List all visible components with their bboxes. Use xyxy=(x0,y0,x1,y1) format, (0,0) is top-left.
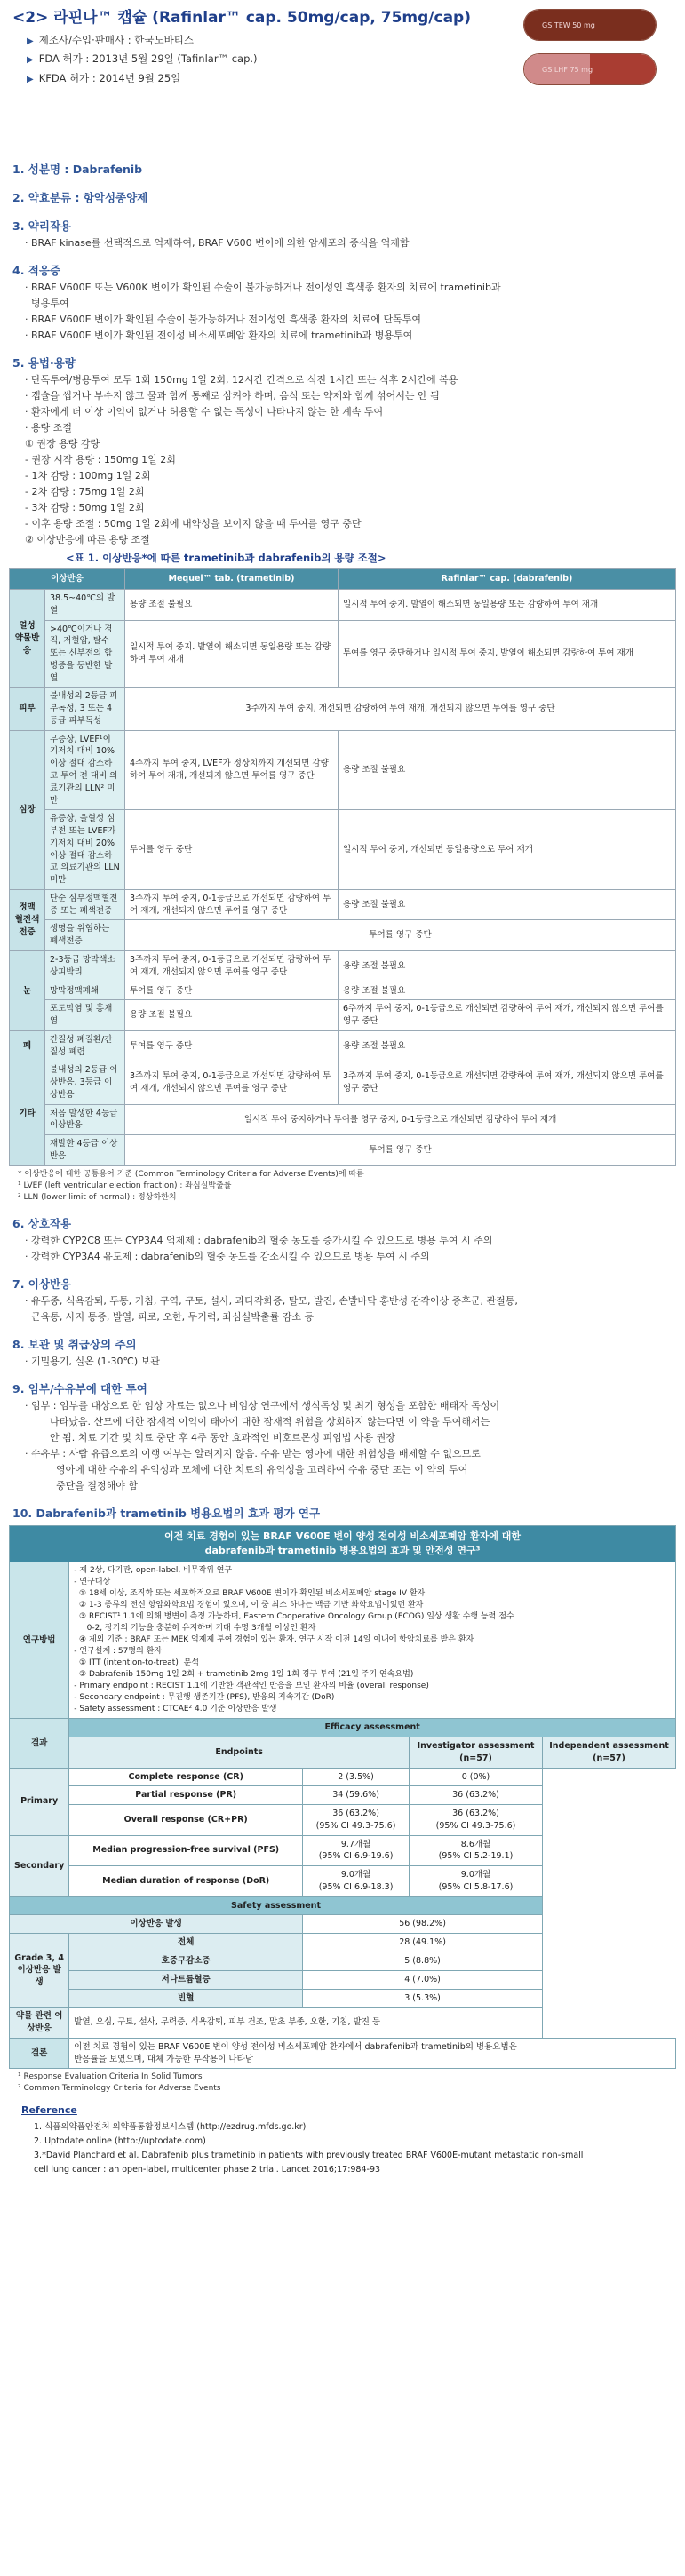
table1-row xyxy=(10,1030,676,1061)
independent-value: 9.0개월 (95% CI 5.8-17.6) xyxy=(410,1866,543,1897)
table1-category: 피부 xyxy=(10,688,45,730)
capsule-75mg-image xyxy=(523,53,657,85)
note-line: ¹ Response Evaluation Criteria In Solid Tumors xyxy=(18,2072,203,2082)
efficacy-row xyxy=(10,1805,676,1836)
table1-trametinib-cell: 투여를 영구 중단 xyxy=(125,1030,339,1061)
drug-title: <2> 라핀나™ 캡슐 (Rafinlar™ cap. 50mg/cap, 75mg/cap) xyxy=(12,9,471,27)
study-title-line: 이전 치료 경험이 있는 BRAF V600E 변이 양성 전이성 비소세포폐암 환자에 대한 xyxy=(164,1530,521,1542)
reference-item: 1. 식품의약품안전처 의약품통합정보시스템 (http://ezdrug.mfds.go.kr) xyxy=(34,2122,307,2133)
grade34-value: 5 (8.8%) xyxy=(303,1952,543,1970)
primary-label: Primary xyxy=(10,1768,69,1835)
table1-dabrafenib-cell: 용량 조절 불필요 xyxy=(339,1030,676,1061)
note-line: ¹ LVEF (left ventricular ejection fraction) : 좌심실박출률 xyxy=(18,1181,232,1190)
study-notes xyxy=(18,2071,676,2095)
table1-dabrafenib-cell: 3주까지 투여 중지, 0-1등급으로 개선되면 감량하여 투여 재개, 개선되지 않으면 투여를 영구 중단 xyxy=(339,1061,676,1104)
method-line: - 연구대상 xyxy=(74,1577,111,1586)
capsule-imprint: GS LHF 75 mg xyxy=(542,66,593,74)
section-title: 4. 적응증 xyxy=(12,264,61,278)
table1-header: Mequel™ tab. (trametinib) xyxy=(125,569,339,590)
table1-adverse-event: 포도막염 및 홍채염 xyxy=(45,1000,125,1031)
table1-adverse-event: 불내성의 2등급 피부독성, 3 또는 4등급 피부독성 xyxy=(45,688,125,730)
section-body xyxy=(25,236,676,250)
table1-row xyxy=(10,1061,676,1104)
table1-adverse-event: 유증상, 울혈성 심부전 또는 LVEF가 기저치 대비 20% 이상 절대 감소하고 의료기관의 LLN 미만 xyxy=(45,810,125,890)
endpoint-name: Median progression-free survival (PFS) xyxy=(69,1835,303,1866)
table1-trametinib-cell: 일시적 투여 중지. 발열이 해소되면 동일용량 또는 감량하여 투여 재개 xyxy=(125,620,339,688)
capsule-50mg-image xyxy=(523,9,657,41)
table1-both-cell: 투여를 영구 중단 xyxy=(125,1135,676,1166)
section-line: 영아에 대한 수유의 유익성과 모체에 대한 치료의 유익성을 고려하여 수유 중단 또는 이 약의 투여 xyxy=(25,1463,468,1475)
grade34-name: 전체 xyxy=(69,1934,303,1952)
table1-adverse-event: 간질성 폐질환/간질성 폐렴 xyxy=(45,1030,125,1061)
table1-dabrafenib-cell: 6주까지 투여 중지, 0-1등급으로 개선되면 감량하여 투여 재개, 개선되지 않으면 투여를 영구 중단 xyxy=(339,1000,676,1031)
endpoint-name: Overall response (CR+PR) xyxy=(69,1805,303,1836)
dose-adjustment-table xyxy=(9,568,676,1165)
grade34-name: 빈혈 xyxy=(69,1989,303,2008)
section-body xyxy=(25,437,676,547)
capsule-images xyxy=(523,9,664,98)
section-line: · 환자에게 더 이상 이익이 없거나 허용할 수 없는 독성이 나타나지 않는 한 계속 투여 xyxy=(25,406,384,418)
triangle-icon: ▶ xyxy=(27,55,34,66)
section xyxy=(9,162,676,178)
table1-category: 심장 xyxy=(10,730,45,889)
table1-row xyxy=(10,950,676,982)
investigator-value: 34 (59.6%) xyxy=(303,1786,410,1805)
table1-trametinib-cell: 3주까지 투여 중지, 0-1등급으로 개선되면 감량하여 투여 재개, 개선되지 않으면 투여를 영구 중단 xyxy=(125,1061,339,1104)
independent-value: 0 (0%) xyxy=(410,1768,543,1786)
independent-header: Independent assessment (n=57) xyxy=(543,1737,676,1769)
note-line: ² Common Terminology Criteria for Adverse Events xyxy=(18,2084,221,2094)
section-title: 2. 약효분류 : 항악성종양제 xyxy=(12,191,148,205)
section-line: ① 권장 용량 감량 xyxy=(25,438,100,450)
table1-category: 기타 xyxy=(10,1061,45,1165)
independent-value: 36 (63.2%) xyxy=(410,1786,543,1805)
reference-item: 3.*David Planchard et al. Dabrafenib plus trametinib in patients with previously treated BRAF V600E-mutant metastatic non-small xyxy=(34,2150,584,2160)
common-ae-value: 발열, 오심, 구토, 설사, 무력증, 식욕감퇴, 피부 건조, 말초 부종, 오한, 기침, 발진 등 xyxy=(69,2008,543,2039)
secondary-label: Secondary xyxy=(10,1835,69,1896)
triangle-icon: ▶ xyxy=(27,74,34,84)
table1-row xyxy=(10,920,676,951)
table1-adverse-event: 38.5~40℃의 발열 xyxy=(45,590,125,621)
efficacy-row xyxy=(10,1835,676,1866)
table1-adverse-event: 망막정맥폐쇄 xyxy=(45,982,125,1000)
section-10 xyxy=(9,1506,676,1522)
method-line: ② Dabrafenib 150mg 1일 2회 + trametinib 2mg 1일 1회 경구 투여 (21일 주기 연속요법) xyxy=(74,1670,414,1680)
section-line: 병용투여 xyxy=(25,298,69,310)
section-line: 중단을 결정해야 함 xyxy=(25,1479,138,1491)
grade34-row xyxy=(10,1970,676,1989)
section-body xyxy=(25,281,676,343)
table1-dabrafenib-cell: 용량 조절 불필요 xyxy=(339,730,676,810)
reference-item: cell lung cancer : an open-label, multicenter phase 2 trial. Lancet 2016;17:984-93 xyxy=(34,2164,381,2174)
endpoint-name: Median duration of response (DoR) xyxy=(69,1866,303,1897)
table1-row xyxy=(10,1000,676,1031)
reference-item: 2. Uptodate online (http://uptodate.com) xyxy=(34,2136,206,2147)
section-line: - 이후 용량 조절 : 50mg 1일 2회에 내약성을 보이지 않을 때 투여를 영구 중단 xyxy=(25,517,362,529)
table1-category: 열성 약물반응 xyxy=(10,590,45,688)
independent-value: 36 (63.2%) (95% CI 49.3-75.6) xyxy=(410,1805,543,1836)
study-table xyxy=(9,1525,676,2070)
table1-row xyxy=(10,730,676,810)
method-line: ① ITT (intention-to-treat) 분석 xyxy=(74,1658,199,1668)
section-title: 7. 이상반응 xyxy=(12,1276,72,1291)
section-body xyxy=(25,1399,676,1493)
section-line: 나타났음. 산모에 대한 잠재적 이익이 태아에 대한 잠재적 위험을 상회하지 않는다면 이 약을 투여해서는 xyxy=(25,1415,490,1427)
table1-trametinib-cell: 3주까지 투여 중지, 0-1등급으로 개선되면 감량하여 투여 재개, 개선되지 않으면 투여를 영구 중단 xyxy=(125,950,339,982)
table1-row xyxy=(10,1104,676,1135)
method-cell xyxy=(69,1562,676,1719)
table1-both-cell: 일시적 투여 중지하거나 투여를 영구 중지, 0-1등급으로 개선되면 감량하여 투여 재개 xyxy=(125,1104,676,1135)
section-line: · BRAF kinase를 선택적으로 억제하여, BRAF V600 변이에 의한 암세포의 증식을 억제함 xyxy=(25,237,410,250)
method-line: 0-2, 장기의 기능을 충분히 유지하며 기대 수명 3개월 이상인 환자 xyxy=(74,1623,316,1633)
grade34-row xyxy=(10,1952,676,1970)
conclusion-line: 반응률을 보였으며, 대체 가능한 부작용이 나타남 xyxy=(74,2054,253,2064)
references xyxy=(21,2103,676,2175)
ae-label: 이상반응 발생 xyxy=(10,1915,303,1934)
section-title: 5. 용법·용량 xyxy=(12,356,76,370)
table1-trametinib-cell: 투여를 영구 중단 xyxy=(125,810,339,890)
table1-row xyxy=(10,889,676,920)
section xyxy=(9,1381,676,1493)
endpoint-name: Partial response (PR) xyxy=(69,1786,303,1805)
section-line: · 기밀용기, 실온 (1-30℃) 보관 xyxy=(25,1355,160,1367)
table1-header: Rafinlar™ cap. (dabrafenib) xyxy=(339,569,676,590)
method-line: - 제 2상, 다기관, open-label, 비무작위 연구 xyxy=(74,1565,233,1575)
method-line: - Secondary endpoint : 무진행 생존기간 (PFS), 반응의 지속기간 (DoR) xyxy=(74,1693,335,1703)
references-title: Reference xyxy=(21,2104,77,2117)
section-line: - 권장 시작 용량 : 150mg 1일 2회 xyxy=(25,454,176,465)
table1-dabrafenib-cell: 투여를 영구 중단하거나 일시적 투여 중지, 발열이 해소되면 감량하여 투여 재개 xyxy=(339,620,676,688)
table1-adverse-event: 처음 발생한 4등급 이상반응 xyxy=(45,1104,125,1135)
manufacturer-text: 제조사/수입·판매사 : 한국노바티스 xyxy=(38,33,194,46)
table1-dabrafenib-cell: 용량 조절 불필요 xyxy=(339,950,676,982)
method-line: ③ RECIST¹ 1.1에 의해 병변이 측정 가능하며, Eastern Cooperative Oncology Group (ECOG) 일상 생활 수행 능력 점수 xyxy=(74,1611,514,1621)
table1-trametinib-cell: 투여를 영구 중단 xyxy=(125,982,339,1000)
table1-adverse-event: 무증상, LVEF¹이 기저치 대비 10% 이상 절대 감소하고 투여 전 대비 의료기관의 LLN² 미만 xyxy=(45,730,125,810)
efficacy-row xyxy=(10,1768,676,1786)
common-ae-label: 약물 관련 이상반응 xyxy=(10,2008,69,2039)
table1-adverse-event: 단순 심부정맥혈전증 또는 폐색전증 xyxy=(45,889,125,920)
section-line: 안 됨. 치료 기간 및 치료 중단 후 4주 동안 효과적인 비호르몬성 피임법 사용 권장 xyxy=(25,1431,395,1443)
conclusion-label: 결론 xyxy=(10,2038,69,2069)
section xyxy=(9,1337,676,1369)
grade34-row xyxy=(10,1934,676,1952)
table1-category: 폐 xyxy=(10,1030,45,1061)
table1-adverse-event: 2-3등급 망막색소상피박리 xyxy=(45,950,125,982)
table1-dabrafenib-cell: 용량 조절 불필요 xyxy=(339,889,676,920)
table1-trametinib-cell: 용량 조절 불필요 xyxy=(125,1000,339,1031)
section-title: 10. Dabrafenib과 trametinib 병용요법의 효과 평가 연구 xyxy=(12,1506,321,1520)
section-line: ② 이상반응에 따른 용량 조절 xyxy=(25,533,150,545)
table1-row xyxy=(10,620,676,688)
section xyxy=(9,355,676,435)
grade34-name: 호중구감소증 xyxy=(69,1952,303,1970)
drug-header xyxy=(9,0,676,149)
method-label: 연구방법 xyxy=(10,1562,69,1719)
method-line: ① 18세 이상, 조직학 또는 세포학적으로 BRAF V600E 변이가 확인된 비소세포폐암 stage IV 환자 xyxy=(74,1588,426,1598)
table1-row xyxy=(10,1135,676,1166)
fda-approval-text: FDA 허가 : 2013년 5월 29일 (Tafinlar™ cap.) xyxy=(38,52,258,66)
method-line: - Safety assessment : CTCAE² 4.0 기준 이상반응 발생 xyxy=(74,1705,277,1714)
section-line: · 강력한 CYP3A4 유도제 : dabrafenib의 혈중 농도를 감소시킬 수 있으므로 병용 투여 시 주의 xyxy=(25,1250,430,1262)
section-line: - 2차 감량 : 75mg 1일 2회 xyxy=(25,485,145,497)
independent-value: 8.6개월 (95% CI 5.2-19.1) xyxy=(410,1835,543,1866)
table1-category: 정맥 혈전색전증 xyxy=(10,889,45,950)
section-line: · BRAF V600E 변이가 확인된 수술이 불가능하거나 전이성인 흑색종 환자의 치료에 단독투여 xyxy=(25,314,422,326)
table1-adverse-event: 불내성의 2등급 이상반응, 3등급 이상반응 xyxy=(45,1061,125,1104)
section-title: 8. 보관 및 취급상의 주의 xyxy=(12,1337,137,1351)
section-line: · 강력한 CYP2C8 또는 CYP3A4 억제제 : dabrafenib의 혈중 농도를 증가시킬 수 있으므로 병용 투여 시 주의 xyxy=(25,1234,493,1246)
table1-both-cell: 3주까지 투여 중지, 개선되면 감량하여 투여 재개, 개선되지 않으면 투여를 영구 중단 xyxy=(125,688,676,730)
table1-both-cell: 투여를 영구 중단 xyxy=(125,920,676,951)
section-body xyxy=(25,1294,676,1324)
section-title: 9. 임부/수유부에 대한 투여 xyxy=(12,1381,147,1395)
section xyxy=(9,1216,676,1264)
table1-trametinib-cell: 3주까지 투여 중지, 0-1등급으로 개선되면 감량하여 투여 재개, 개선되지 않으면 투여를 영구 중단 xyxy=(125,889,339,920)
table1-trametinib-cell: 4주까지 투여 중지, LVEF가 정상치까지 개선되면 감량하여 투여 재개, 개선되지 않으면 투여를 영구 중단 xyxy=(125,730,339,810)
sections-1-5 xyxy=(9,162,676,547)
grade34-value: 3 (5.3%) xyxy=(303,1989,543,2008)
capsule-imprint: GS TEW 50 mg xyxy=(542,21,595,29)
section-body xyxy=(25,373,676,435)
table1-adverse-event: 생명을 위협하는 폐색전증 xyxy=(45,920,125,951)
method-line: - 연구설계 : 57명의 환자 xyxy=(74,1646,163,1656)
table1-adverse-event: >40℃이거나 경직, 저혈압, 탈수 또는 신부전의 합병증을 동반한 발열 xyxy=(45,620,125,688)
section-line: · 유두종, 식욕감퇴, 두통, 기침, 구역, 구토, 설사, 과다각화증, 탈모, 발진, 손발바닥 홍반성 감각이상 증후군, 관절통, xyxy=(25,1294,518,1307)
section xyxy=(9,263,676,343)
efficacy-row xyxy=(10,1866,676,1897)
section-title: 1. 성분명 : Dabrafenib xyxy=(12,163,143,176)
triangle-icon: ▶ xyxy=(27,36,34,46)
table1-dabrafenib-cell: 용량 조절 불필요 xyxy=(339,982,676,1000)
grade34-row xyxy=(10,1989,676,2008)
efficacy-row xyxy=(10,1786,676,1805)
section-line: · BRAF V600E 변이가 확인된 전이성 비소세포폐암 환자의 치료에 trametinib과 병용투여 xyxy=(25,330,413,342)
table1-dabrafenib-cell: 일시적 투여 중지. 발열이 해소되면 동일용량 또는 감량하여 투여 재개 xyxy=(339,590,676,621)
investigator-value: 9.7개월 (95% CI 6.9-19.6) xyxy=(303,1835,410,1866)
ae-value: 56 (98.2%) xyxy=(303,1915,543,1934)
section xyxy=(9,190,676,206)
note-line: * 이상반응에 대한 공통용어 기준 (Common Terminology Criteria for Adverse Events)에 따름 xyxy=(18,1169,364,1179)
method-line: ② 1-3 종류의 전신 항암화학요법 경험이 있으며, 이 중 최소 하나는 백금 기반 화학요법이었던 환자 xyxy=(74,1600,424,1610)
table1-row xyxy=(10,982,676,1000)
section-body xyxy=(25,1355,676,1369)
safety-header: Safety assessment xyxy=(10,1896,543,1915)
table1-header: 이상반응 xyxy=(10,569,125,590)
study-title-line: dabrafenib과 trametinib 병용요법의 효과 및 안전성 연구³ xyxy=(204,1544,481,1556)
section-body xyxy=(25,1234,676,1264)
section-line: 근육통, 사지 통증, 발열, 피로, 오한, 무기력, 좌심실박출률 감소 등 xyxy=(25,1310,315,1323)
section-line: · 용량 조절 xyxy=(25,422,72,434)
note-line: ² LLN (lower limit of normal) : 정상하한치 xyxy=(18,1192,177,1202)
study-table-header xyxy=(10,1525,676,1562)
efficacy-header: Efficacy assessment xyxy=(69,1719,676,1737)
section-title: 6. 상호작용 xyxy=(12,1216,72,1230)
table1-row xyxy=(10,810,676,890)
investigator-value: 9.0개월 (95% CI 6.9-18.3) xyxy=(303,1866,410,1897)
grade34-label: Grade 3, 4 이상반응 발생 xyxy=(10,1934,69,2008)
table1-category: 눈 xyxy=(10,950,45,1030)
section-line: · 캡슐을 씹거나 부수지 않고 물과 함께 통째로 삼켜야 하며, 음식 또는 약제와 함께 섞어서는 안 됨 xyxy=(25,390,440,402)
result-label: 결과 xyxy=(10,1719,69,1768)
section xyxy=(9,219,676,250)
table1-notes xyxy=(18,1169,676,1204)
section-title: 3. 약리작용 xyxy=(12,219,72,234)
table1-trametinib-cell: 용량 조절 불필요 xyxy=(125,590,339,621)
section-line: · 임부 : 임부를 대상으로 한 임상 자료는 없으나 비임상 연구에서 생식독성 및 최기 형성을 포함한 배태자 독성이 xyxy=(25,1400,500,1412)
sections-6-9 xyxy=(9,1216,676,1493)
investigator-header: Investigator assessment (n=57) xyxy=(410,1737,543,1769)
section-line: · 수유부 : 사람 유즙으로의 이행 여부는 알려지지 않음. 수유 받는 영아에 대한 위험성을 배제할 수 없으므로 xyxy=(25,1447,481,1459)
endpoints-header: Endpoints xyxy=(69,1737,410,1769)
kfda-approval-text: KFDA 허가 : 2014년 9월 25일 xyxy=(38,71,181,84)
conclusion-cell xyxy=(69,2038,676,2069)
method-line: - Primary endpoint : RECIST 1.1에 기반한 객관적인 반응을 보인 환자의 비율 (overall response) xyxy=(74,1682,429,1691)
section-line: - 3차 감량 : 50mg 1일 2회 xyxy=(25,501,145,513)
grade34-name: 저나트륨혈증 xyxy=(69,1970,303,1989)
table1-adverse-event: 재발한 4등급 이상반응 xyxy=(45,1135,125,1166)
investigator-value: 36 (63.2%) (95% CI 49.3-75.6) xyxy=(303,1805,410,1836)
table1-caption: <표 1. 이상반응*에 따른 trametinib과 dabrafenib의 용량 조절> xyxy=(66,551,386,564)
section xyxy=(9,1276,676,1324)
section-line: · BRAF V600E 또는 V600K 변이가 확인된 수술이 불가능하거나 전이성인 흑색종 환자의 치료에 trametinib과 xyxy=(25,282,501,294)
investigator-value: 2 (3.5%) xyxy=(303,1768,410,1786)
grade34-value: 28 (49.1%) xyxy=(303,1934,543,1952)
table1-dabrafenib-cell: 일시적 투여 중지, 개선되면 동일용량으로 투여 재개 xyxy=(339,810,676,890)
table1-row xyxy=(10,688,676,730)
grade34-value: 4 (7.0%) xyxy=(303,1970,543,1989)
section-line: · 단독투여/병용투여 모두 1회 150mg 1일 2회, 12시간 간격으로 식전 1시간 또는 식후 2시간에 복용 xyxy=(25,374,458,386)
table1-row xyxy=(10,590,676,621)
endpoint-name: Complete response (CR) xyxy=(69,1768,303,1786)
method-line: ④ 제외 기준 : BRAF 또는 MEK 억제제 투여 경험이 있는 환자, 연구 시작 이전 14일 이내에 항암치료를 받은 환자 xyxy=(74,1634,474,1644)
section xyxy=(9,437,676,547)
section-line: - 1차 감량 : 100mg 1일 2회 xyxy=(25,469,151,481)
conclusion-line: 이전 치료 경험이 있는 BRAF V600E 변이 양성 전이성 비소세포폐암 환자에서 dabrafenib과 trametinib의 병용요법은 xyxy=(74,2041,517,2052)
